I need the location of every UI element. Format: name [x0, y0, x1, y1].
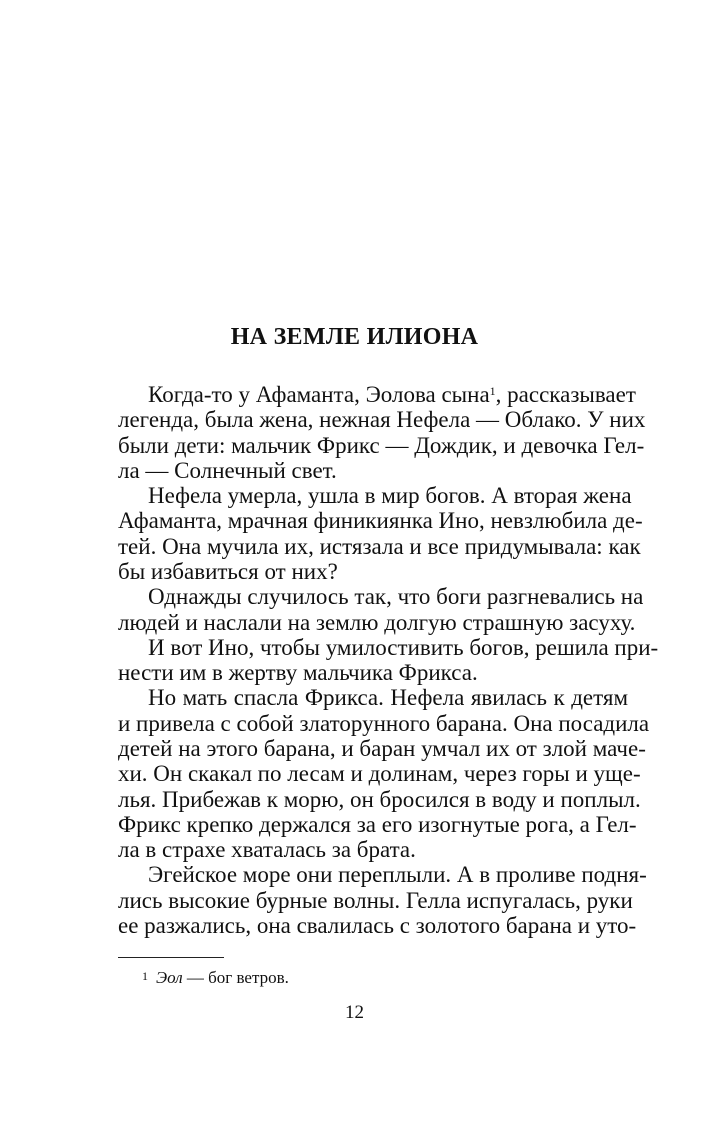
- text-line: И вот Ино, чтобы умилостивить богов, решила при-: [148, 634, 659, 660]
- footnote-divider: [118, 957, 224, 958]
- text-line: были дети: мальчик Фрикс — Дождик, и девочка Гел-: [118, 432, 645, 458]
- text-line-part: Когда-то у Афаманта, Эолова сына: [148, 382, 490, 407]
- text-line: Нефела умерла, ушла в мир богов. А вторая жена: [148, 483, 632, 509]
- text-line: Афаманта, мрачная финикиянка Ино, невзлюбила де-: [118, 508, 643, 534]
- text-line: детей на этого барана, и баран умчал их от злой маче-: [118, 736, 646, 761]
- text-line: ла в страхе хваталась за брата.: [118, 837, 416, 863]
- text-line: легенда, была жена, нежная Нефела — Облако. У них: [118, 407, 646, 433]
- footnote-reference: 1: [489, 384, 496, 398]
- footnote-text: — бог ветров.: [182, 968, 289, 987]
- text-line: лья. Прибежав к морю, он бросился в воду и поплыл.: [118, 786, 641, 812]
- chapter-title: НА ЗЕМЛЕ ИЛИОНА: [230, 324, 479, 350]
- text-line: тей. Она мучила их, истязала и все придумывала: как: [118, 533, 641, 559]
- text-line: ее разжались, она свалилась с золотого барана и уто-: [118, 913, 637, 938]
- footnote-term: Эол: [156, 968, 183, 987]
- text-line: людей и наслали на землю долгую страшную засуху.: [118, 609, 636, 635]
- text-line: лись высокие бурные волны. Гелла испугалась, руки: [118, 887, 633, 913]
- footnote-mark: 1: [142, 969, 148, 983]
- text-line: хи. Он скакал по лесам и долинам, через горы и уще-: [118, 761, 641, 787]
- text-line: нести им в жертву мальчика Фрикса.: [118, 660, 478, 686]
- text-line: Эгейское море они переплыли. А в проливе подня-: [148, 862, 647, 888]
- text-line: Но мать спасла Фрикса. Нефела явилась к детям: [148, 685, 628, 711]
- text-line: бы избавиться от них?: [118, 559, 338, 584]
- text-line: и привела с собой златорунного барана. Она посадила: [118, 710, 650, 736]
- text-line-part: , рассказывает: [495, 382, 636, 407]
- text-line: Однажды случилось так, что боги разгневались на: [148, 584, 644, 610]
- page-number: 12: [345, 1002, 364, 1023]
- text-line: ла — Солнечный свет.: [118, 457, 337, 483]
- text-line: Фрикс крепко держался за его изогнутые рога, а Гел-: [118, 811, 637, 837]
- footnote: [142, 966, 289, 990]
